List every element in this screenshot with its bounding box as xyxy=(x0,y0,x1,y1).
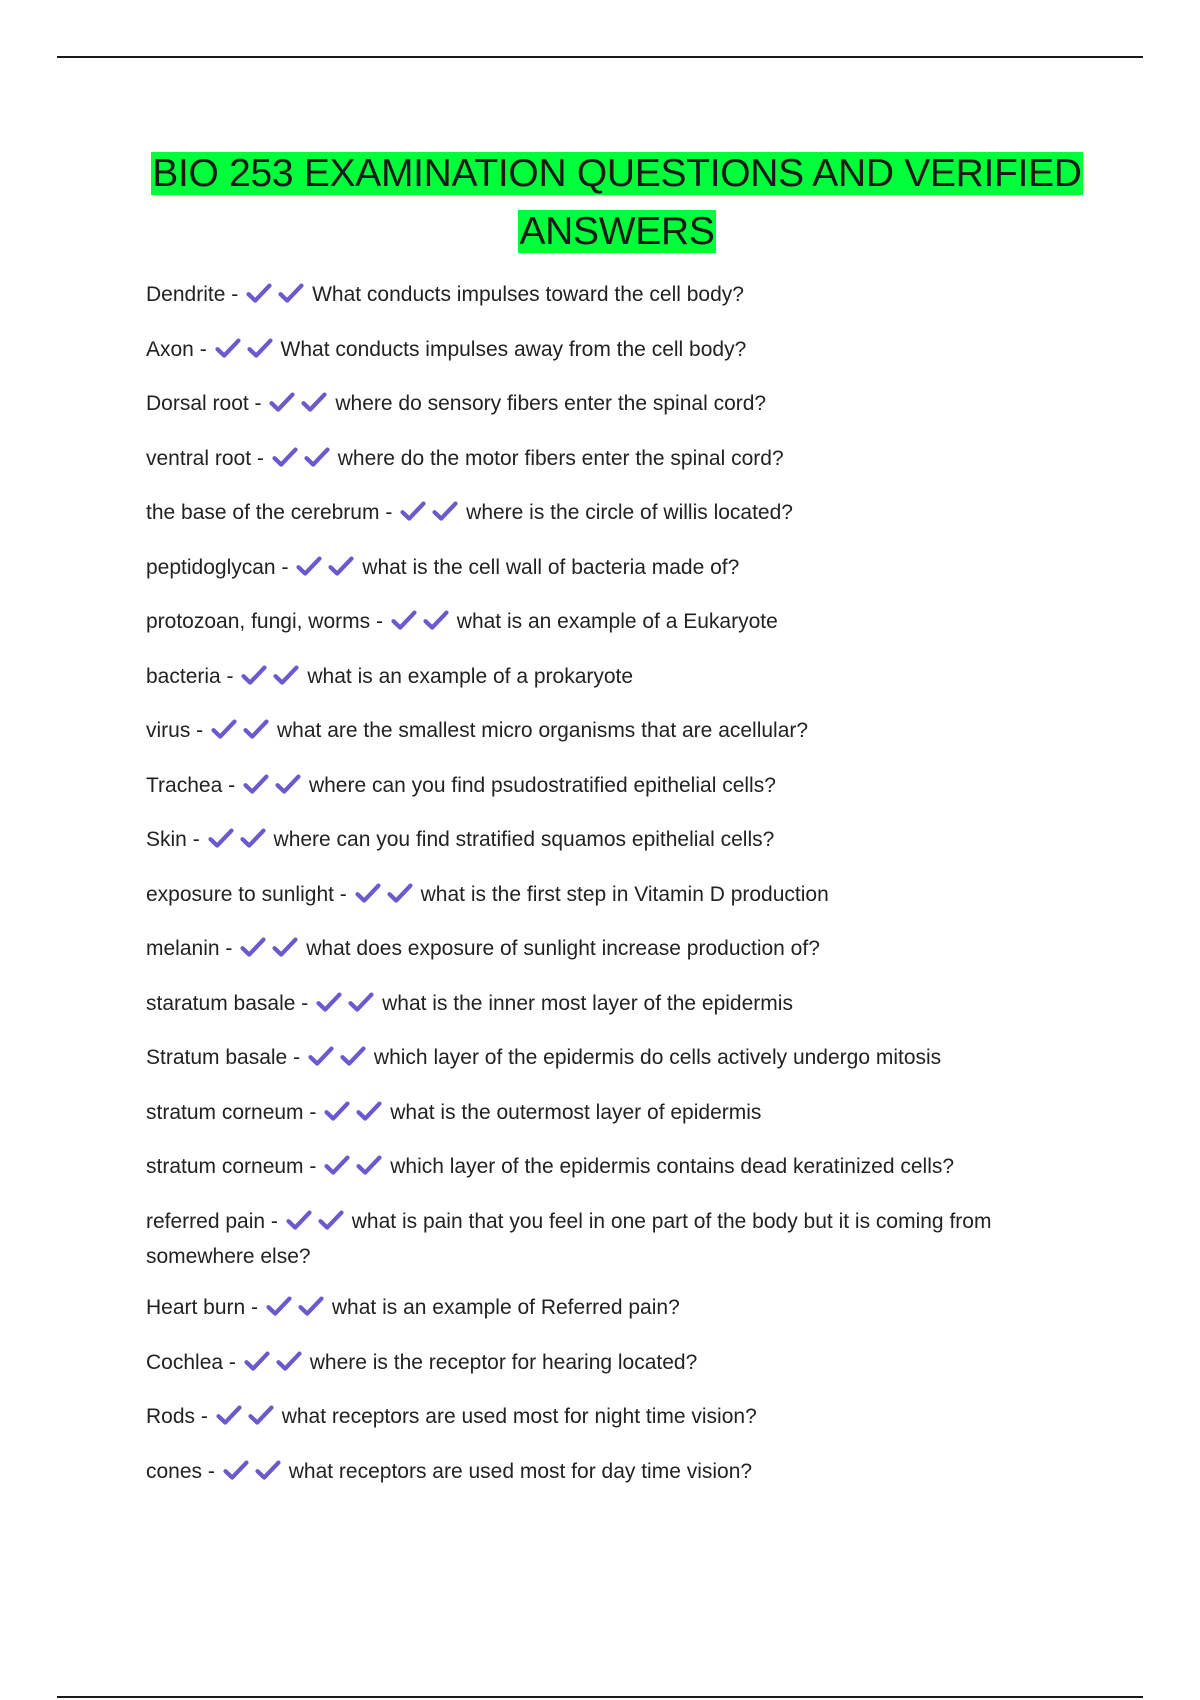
qa-question: what is an example of Referred pain? xyxy=(331,1296,680,1319)
check-mark-icon xyxy=(275,773,301,795)
qa-question: what is pain that you feel in one part of the body but it is coming from somewhere else? xyxy=(146,1209,992,1268)
check-mark-icon xyxy=(298,1295,324,1317)
qa-question: what is an example of a prokaryote xyxy=(307,664,634,688)
check-mark-icon xyxy=(391,609,417,631)
check-mark-icon xyxy=(356,1154,382,1176)
qa-term: Dendrite - xyxy=(146,283,244,306)
check-marks xyxy=(308,1045,372,1077)
check-marks xyxy=(269,391,333,423)
check-mark-icon xyxy=(340,1045,366,1067)
qa-item xyxy=(146,1151,1066,1186)
check-mark-icon xyxy=(316,991,342,1013)
check-marks xyxy=(208,827,272,859)
check-mark-icon xyxy=(324,1154,350,1176)
check-mark-icon xyxy=(208,827,234,849)
title-line-2: ANSWERS xyxy=(519,210,715,253)
check-mark-icon xyxy=(278,282,304,304)
qa-term: exposure to sunlight - xyxy=(146,883,353,906)
check-marks xyxy=(324,1100,388,1132)
check-mark-icon xyxy=(356,1100,382,1122)
check-mark-icon xyxy=(301,391,327,413)
check-mark-icon xyxy=(255,1459,281,1481)
check-mark-icon xyxy=(348,991,374,1013)
qa-item xyxy=(146,279,1066,314)
check-mark-icon xyxy=(240,827,266,849)
check-marks xyxy=(240,936,304,968)
qa-term: melanin - xyxy=(146,937,238,960)
check-mark-icon xyxy=(308,1045,334,1067)
qa-term: Trachea - xyxy=(146,774,241,797)
qa-item xyxy=(146,1401,1066,1436)
check-marks xyxy=(272,446,336,478)
qa-question: what are the smallest micro organisms that are acellular? xyxy=(277,719,809,742)
check-mark-icon xyxy=(269,391,295,413)
qa-item xyxy=(146,988,1066,1023)
qa-item xyxy=(146,1456,1066,1491)
document-title xyxy=(100,145,1134,261)
qa-term: Heart burn - xyxy=(146,1296,264,1319)
check-mark-icon xyxy=(328,555,354,577)
qa-term: Dorsal root - xyxy=(146,392,267,415)
check-mark-icon xyxy=(247,337,273,359)
qa-item xyxy=(146,606,1066,641)
qa-term: bacteria - xyxy=(146,665,239,688)
qa-term: Rods - xyxy=(146,1405,214,1428)
qa-question: What conducts impulses away from the cell body? xyxy=(280,337,747,361)
qa-term: Axon - xyxy=(146,338,213,361)
qa-term: protozoan, fungi, worms - xyxy=(146,610,389,633)
qa-question: which layer of the epidermis do cells actively undergo mitosis xyxy=(373,1046,942,1069)
check-mark-icon xyxy=(244,1350,270,1372)
qa-item xyxy=(146,933,1066,968)
qa-term: peptidoglycan - xyxy=(146,556,294,579)
qa-item xyxy=(146,1292,1066,1327)
check-marks xyxy=(243,773,307,805)
qa-item xyxy=(146,661,1066,696)
check-mark-icon xyxy=(432,500,458,522)
qa-item xyxy=(146,879,1066,914)
qa-question: what receptors are used most for day time vision? xyxy=(288,1459,753,1483)
qa-question: where is the receptor for hearing located? xyxy=(309,1350,698,1374)
qa-term: the base of the cerebrum - xyxy=(146,501,398,524)
check-marks xyxy=(215,337,279,369)
check-mark-icon xyxy=(276,1350,302,1372)
check-mark-icon xyxy=(400,500,426,522)
check-mark-icon xyxy=(240,936,266,958)
qa-question: what is the first step in Vitamin D production xyxy=(420,882,829,906)
top-rule xyxy=(57,56,1143,58)
qa-item xyxy=(146,1097,1066,1132)
check-mark-icon xyxy=(241,664,267,686)
qa-list xyxy=(146,279,1066,1510)
check-marks xyxy=(286,1209,350,1241)
qa-term: staratum basale - xyxy=(146,992,314,1015)
qa-question: where do sensory fibers enter the spinal cord? xyxy=(335,392,767,415)
check-marks xyxy=(296,555,360,587)
check-mark-icon xyxy=(286,1209,312,1231)
qa-question: what does exposure of sunlight increase production of? xyxy=(306,937,820,960)
qa-item xyxy=(146,1347,1066,1382)
qa-question: what is the outermost layer of epidermis xyxy=(390,1100,762,1124)
check-mark-icon xyxy=(243,718,269,740)
qa-term: cones - xyxy=(146,1460,221,1483)
qa-item xyxy=(146,824,1066,859)
bottom-rule xyxy=(57,1696,1143,1698)
qa-item xyxy=(146,443,1066,478)
qa-question: What conducts impulses toward the cell body? xyxy=(312,283,744,306)
qa-item xyxy=(146,1042,1066,1077)
check-mark-icon xyxy=(211,718,237,740)
check-mark-icon xyxy=(272,446,298,468)
check-mark-icon xyxy=(296,555,322,577)
check-mark-icon xyxy=(318,1209,344,1231)
check-marks xyxy=(223,1459,287,1491)
check-mark-icon xyxy=(266,1295,292,1317)
qa-item xyxy=(146,497,1066,532)
check-mark-icon xyxy=(246,282,272,304)
check-mark-icon xyxy=(215,337,241,359)
check-marks xyxy=(391,609,455,641)
qa-term: ventral root - xyxy=(146,447,270,470)
qa-question: where is the circle of willis located? xyxy=(466,501,793,524)
qa-term: stratum corneum - xyxy=(146,1155,322,1178)
qa-question: what receptors are used most for night time vision? xyxy=(281,1405,757,1428)
qa-question: where can you find stratified squamos epithelial cells? xyxy=(273,828,775,851)
check-marks xyxy=(400,500,464,532)
qa-item xyxy=(146,1206,1066,1273)
check-mark-icon xyxy=(304,446,330,468)
qa-item xyxy=(146,388,1066,423)
qa-item xyxy=(146,552,1066,587)
check-marks xyxy=(211,718,275,750)
check-marks xyxy=(266,1295,330,1327)
check-marks xyxy=(324,1154,388,1186)
check-marks xyxy=(216,1404,280,1436)
qa-term: referred pain - xyxy=(146,1210,284,1233)
check-mark-icon xyxy=(248,1404,274,1426)
check-mark-icon xyxy=(355,882,381,904)
qa-term: Cochlea - xyxy=(146,1351,242,1374)
qa-item xyxy=(146,770,1066,805)
check-mark-icon xyxy=(272,936,298,958)
qa-term: Skin - xyxy=(146,828,206,851)
qa-item xyxy=(146,334,1066,369)
check-marks xyxy=(244,1350,308,1382)
qa-term: virus - xyxy=(146,719,209,742)
check-mark-icon xyxy=(216,1404,242,1426)
check-mark-icon xyxy=(273,664,299,686)
check-mark-icon xyxy=(324,1100,350,1122)
check-mark-icon xyxy=(387,882,413,904)
qa-question: what is the cell wall of bacteria made of? xyxy=(362,555,740,579)
qa-question: what is an example of a Eukaryote xyxy=(456,610,778,633)
qa-question: where can you find psudostratified epithelial cells? xyxy=(308,773,776,797)
check-marks xyxy=(246,282,310,314)
qa-question: which layer of the epidermis contains dead keratinized cells? xyxy=(390,1155,955,1178)
check-mark-icon xyxy=(223,1459,249,1481)
check-marks xyxy=(241,664,305,696)
check-marks xyxy=(316,991,380,1023)
check-mark-icon xyxy=(243,773,269,795)
check-marks xyxy=(355,882,419,914)
qa-term: Stratum basale - xyxy=(146,1046,306,1069)
check-mark-icon xyxy=(423,609,449,631)
qa-term: stratum corneum - xyxy=(146,1101,322,1124)
qa-item xyxy=(146,715,1066,750)
qa-question: what is the inner most layer of the epidermis xyxy=(382,991,793,1015)
qa-question: where do the motor fibers enter the spinal cord? xyxy=(337,446,784,470)
title-line-1: BIO 253 EXAMINATION QUESTIONS AND VERIFIED xyxy=(152,152,1082,195)
